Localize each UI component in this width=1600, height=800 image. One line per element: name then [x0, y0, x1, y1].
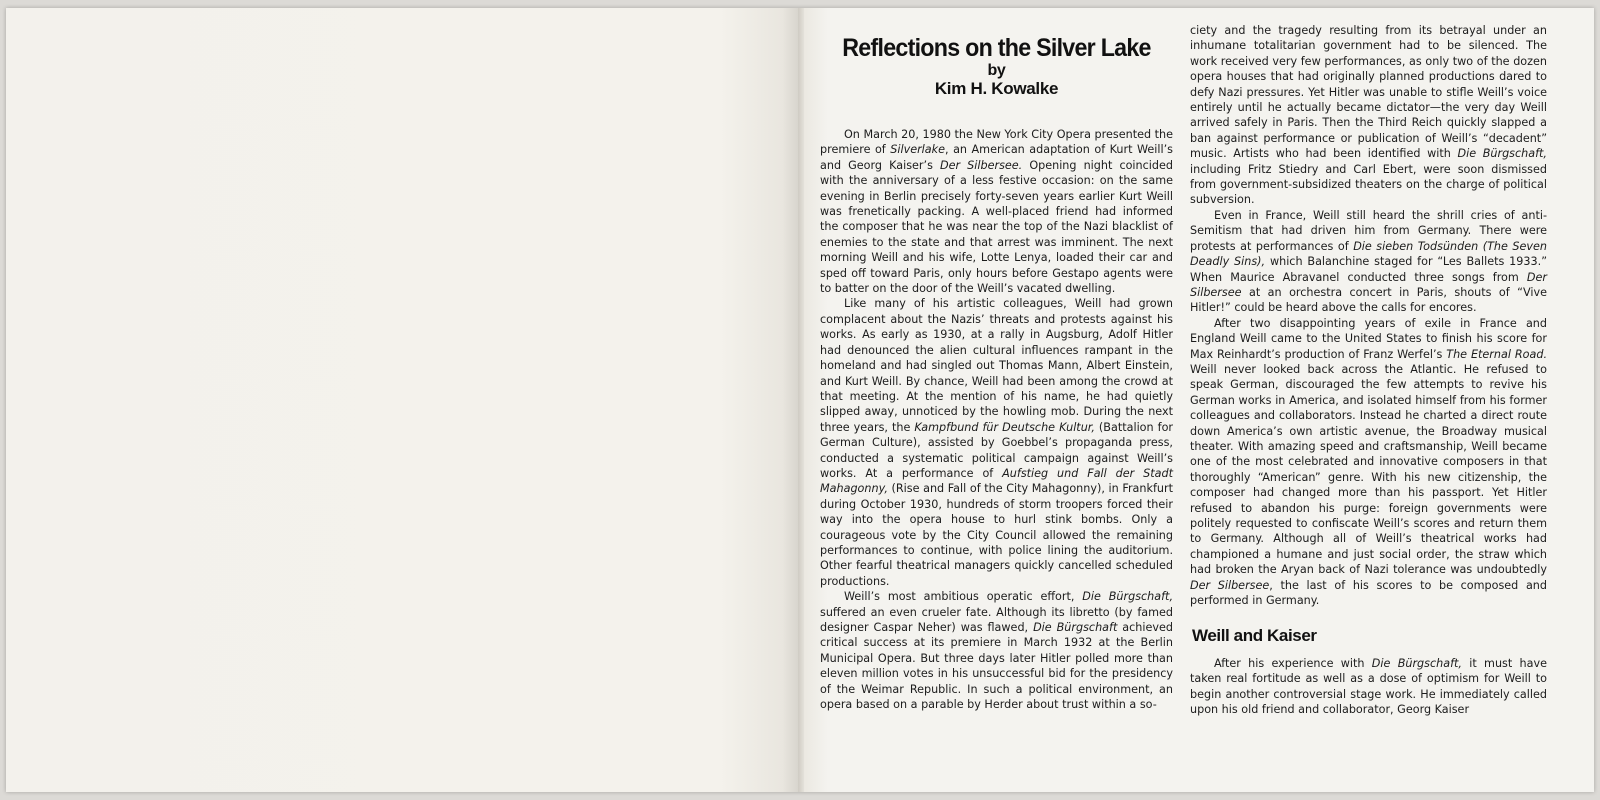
byline: by: [987, 62, 1006, 79]
italic-title: Silverlake: [890, 143, 946, 157]
right-page: [804, 8, 1594, 792]
blank-left-page: [6, 8, 798, 792]
italic-title: Die Bürgschaft,: [1371, 656, 1462, 670]
italic-title: Der Silbersee: [1190, 578, 1270, 592]
paragraph-text: On March 20, 1980 the New York City Opera presented the premiere of: [820, 128, 1173, 157]
italic-title: Kampfbund für Deutsche Kultur,: [914, 420, 1095, 434]
booklet-spread: [6, 8, 1594, 792]
paragraph-text: After his experience with: [1214, 656, 1372, 670]
paragraph-text: suffered an even crueler fate. Although its libretto (by famed designer Caspar Neher) was flawed,: [820, 605, 1173, 634]
paragraph: [820, 127, 1173, 296]
paragraph-text: Opening night coincided with the anniversary of a less festive occasion: on the same evening in Berlin precisely forty-seven years earlier Kurt Weill was frenetically packing. A well-placed friend had informed the composer that he was near the top of the Nazi blacklist of enemies to the state and that arrest was imminent. The next morning Weill and his wife, Lotte Lenya, loaded their car and sped off toward Paris, only hours before Gestapo agents were to batter on the door of the Weill’s vacated dwelling.: [820, 158, 1173, 296]
paragraph: [820, 589, 1173, 712]
italic-title: Der Silbersee: [1190, 270, 1547, 299]
paragraph-text: ciety and the tragedy resulting from its betrayal under an inhumane totalitarian government had to be silenced. The work received very few performances, as only two of the dozen opera houses that had originally planned productions dared to defy Nazi pressures. Yet Hitler was unable to stifle Weill’s voice entirely until he actually became dictator—the very day Weill arrived safely in Paris. Then the Third Reich quickly slapped a ban against performance or publication of Weill’s “decadent” music. Artists who had been identified with: [1190, 24, 1547, 161]
paragraph-text: which Balanchine staged for “Les Ballets 1933.” When Maurice Abravanel conducted three songs from: [1190, 255, 1547, 284]
paragraph-text: After two disappointing years of exile in France and England Weill came to the United States to finish his score for Max Reinhardt’s production of Franz Werfel’s: [1190, 316, 1547, 361]
paragraph-text: at an orchestra concert in Paris, shouts of “Vive Hitler!” could be heard above the calls for encores.: [1190, 285, 1547, 315]
paragraph-text: Weill never looked back across the Atlantic. He refused to speak German, discouraged the few attempts to revive his German works in America, and isolated himself from his former colleagues and collaborators. Instead he charted a direct route down America’s own artistic avenue, the Broadway musical theater. With amazing speed and craftsmanship, Weill became one of the most celebrated and innovative composers in that thoroughly “American” genre. With his new citizenship, the composer had changed more than his passport. Yet Hitler refused to abandon his purge: foreign governments were politely requested to confiscate Weill’s scores and return them to Germany. Although all of Weill’s theatrical works had championed a humane and just social order, the straw which had broken the Aryan back of Nazi tolerance was undoubtedly: [1190, 362, 1547, 577]
paragraph-text: Like many of his artistic colleagues, Weill had grown complacent about the Nazis’ threats and protests against his works. As early as 1930, at a rally in Augsburg, Adolf Hitler had denounced the alien cultural influences rampant in the homeland and had singled out Thomas Mann, Albert Einstein, and Kurt Weill. By chance, Weill had been among the crowd at that meeting. At the mention of his name, he had quietly slipped away, unnoticed by the howling mob. During the next three years, the: [820, 297, 1173, 434]
paragraph-text: , an American adaptation of Kurt Weill’s and Georg Kaiser’s: [820, 143, 1174, 172]
paragraph-text: Even in France, Weill still heard the shrill cries of anti-Semitism that had driven him from Germany. There were protests at performances of: [1190, 208, 1547, 253]
paragraph-text: including Fritz Stiedry and Carl Ebert, were soon dismissed from government-subsidized theaters on the charge of political subversion.: [1190, 162, 1547, 207]
italic-title: Die Bürgschaft: [1033, 621, 1118, 634]
paragraph-text: (Rise and Fall of the City Mahagonny), in Frankfurt during October 1930, hundreds of storm troopers forced their way into the opera house to hurl stink bombs. Only a courageous vote by the City Council allowed the remaining performances to continue, with police lining the auditorium. Other fearful theatrical managers quickly cancelled scheduled productions.: [820, 482, 1173, 588]
text-column-left: [820, 26, 1173, 712]
paragraph-text: (Battalion for German Culture), assisted by Goebbel’s propaganda press, conducted a systematic political campaign against Weill’s works. At a performance of: [820, 420, 1174, 480]
italic-title: Aufstieg und Fall der Stadt Mahagonny,: [820, 466, 1173, 496]
author-name: Kim H. Kowalke: [934, 79, 1059, 98]
paragraph: [1190, 208, 1547, 316]
paragraph-text: it must have taken real fortitude as well as a dose of optimism for Weill to begin another controversial stage work. He immediately called upon his old friend and collaborator, Georg Kaiser: [1190, 656, 1547, 717]
text-column-right: [1190, 23, 1547, 717]
paragraph: [1190, 656, 1547, 718]
paragraph: [820, 296, 1173, 589]
section-heading: Weill and Kaiser: [1192, 626, 1317, 646]
column-body: [820, 127, 1173, 712]
column-body: [1190, 656, 1547, 718]
paragraph-text: Weill’s most ambitious operatic effort,: [844, 590, 1083, 604]
paragraph: [1190, 23, 1547, 208]
italic-title: Die Bürgschaft,: [1082, 590, 1173, 604]
paragraph-text: , the last of his scores to be composed and performed in Germany.: [1190, 578, 1547, 608]
italic-title: The Eternal Road.: [1446, 347, 1547, 361]
italic-title: Die sieben Todsünden (The Seven Deadly Sins),: [1190, 239, 1547, 269]
article-title: Reflections on the Silver Lake: [842, 34, 1151, 62]
paragraph: [1190, 316, 1547, 609]
paragraph-text: achieved critical success at its premiere in March 1932 at the Berlin Municipal Opera. But three days later Hitler polled more than eleven million votes in his unsuccessful bid for the presidency of the Weimar Republic. In such a political environment, an opera based on a parable by Herder about trust within a so-: [820, 621, 1173, 712]
column-body: [1190, 23, 1547, 608]
italic-title: Der Silbersee.: [940, 158, 1023, 172]
italic-title: Die Bürgschaft,: [1457, 147, 1547, 161]
